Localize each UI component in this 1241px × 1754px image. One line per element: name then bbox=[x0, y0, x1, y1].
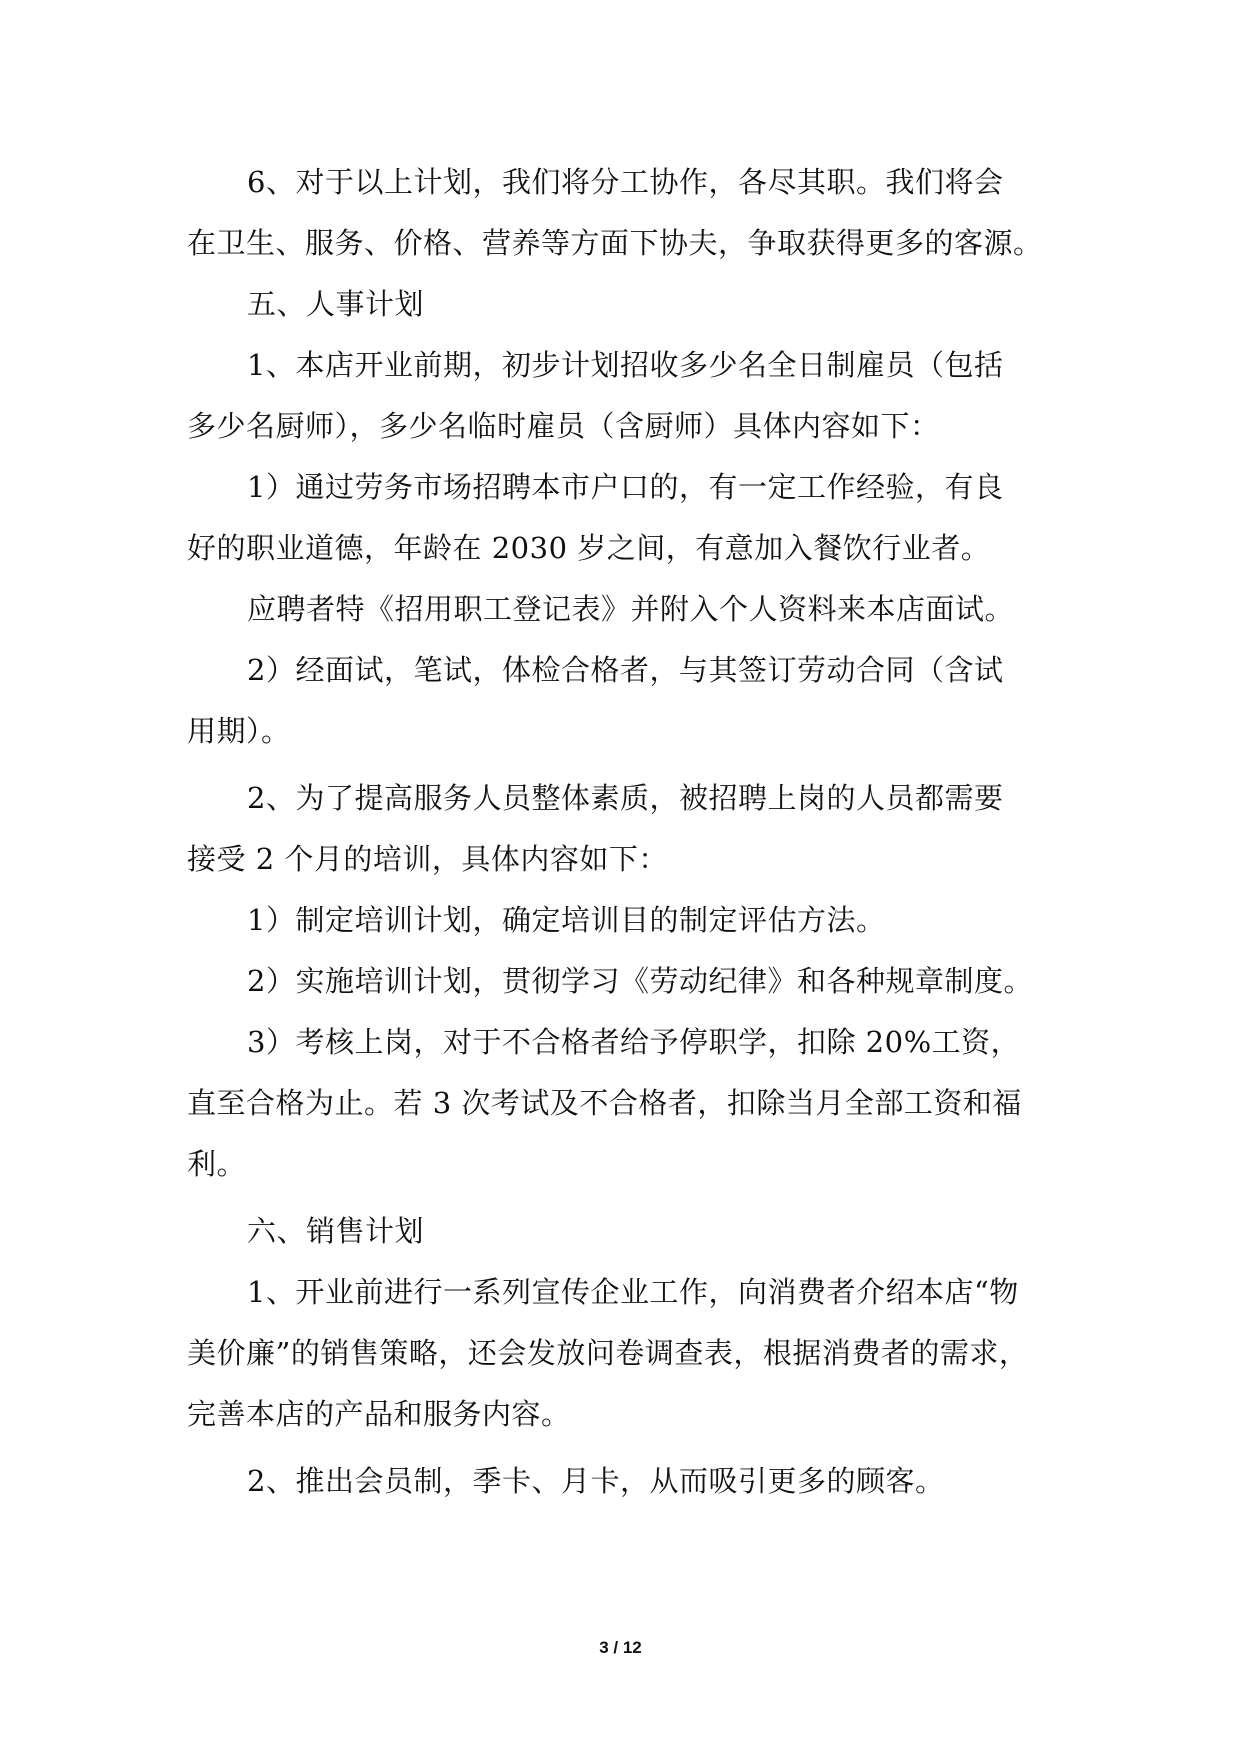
paragraph-line: 6、对于以上计划，我们将分工协作，各尽其职。我们将会 bbox=[247, 165, 1004, 199]
paragraph-line: 接受 2 个月的培训，具体内容如下： bbox=[187, 842, 668, 876]
paragraph-line: 美价廉”的销售策略，还会发放问卷调查表，根据消费者的需求， bbox=[187, 1336, 1029, 1370]
page-number: 3 / 12 bbox=[599, 1638, 642, 1657]
paragraph-line: 直至合格为止。若 3 次考试及不合格者，扣除当月全部工资和福 bbox=[187, 1086, 1022, 1120]
paragraph-line: 1）制定培训计划，确定培训目的制定评估方法。 bbox=[247, 903, 886, 937]
paragraph-line: 2、推出会员制，季卡、月卡，从而吸引更多的顾客。 bbox=[247, 1464, 945, 1498]
paragraph-line: 2、为了提高服务人员整体素质，被招聘上岗的人员都需要 bbox=[247, 781, 1004, 815]
paragraph-line: 1）通过劳务市场招聘本市户口的，有一定工作经验，有良 bbox=[247, 470, 1004, 504]
paragraph-line: 在卫生、服务、价格、营养等方面下协夫，争取获得更多的客源。 bbox=[187, 226, 1043, 260]
paragraph-line: 应聘者特《招用职工登记表》并附入个人资料来本店面试。 bbox=[247, 592, 1015, 626]
paragraph-line: 完善本店的产品和服务内容。 bbox=[187, 1397, 571, 1431]
paragraph-line: 用期）。 bbox=[187, 714, 291, 748]
document-body bbox=[187, 152, 1067, 1512]
paragraph-line: 1、开业前进行一系列宣传企业工作，向消费者介绍本店“物 bbox=[247, 1275, 1019, 1309]
paragraph-line: 好的职业道德，年龄在 2030 岁之间，有意加入餐饮行业者。 bbox=[187, 531, 991, 565]
section-heading: 五、人事计划 bbox=[247, 287, 425, 321]
paragraph-line: 1、本店开业前期，初步计划招收多少名全日制雇员（包括 bbox=[247, 348, 1004, 382]
paragraph-line: 3）考核上岗，对于不合格者给予停职学，扣除 20%工资， bbox=[247, 1025, 1021, 1059]
paragraph-line: 2）实施培训计划，贯彻学习《劳动纪律》和各种规章制度。 bbox=[247, 964, 1033, 998]
paragraph-line: 多少名厨师），多少名临时雇员（含厨师）具体内容如下： bbox=[187, 409, 940, 443]
paragraph-line: 利。 bbox=[187, 1147, 247, 1181]
paragraph-line: 2）经面试，笔试，体检合格者，与其签订劳动合同（含试 bbox=[247, 653, 1004, 687]
section-heading: 六、销售计划 bbox=[247, 1214, 425, 1248]
